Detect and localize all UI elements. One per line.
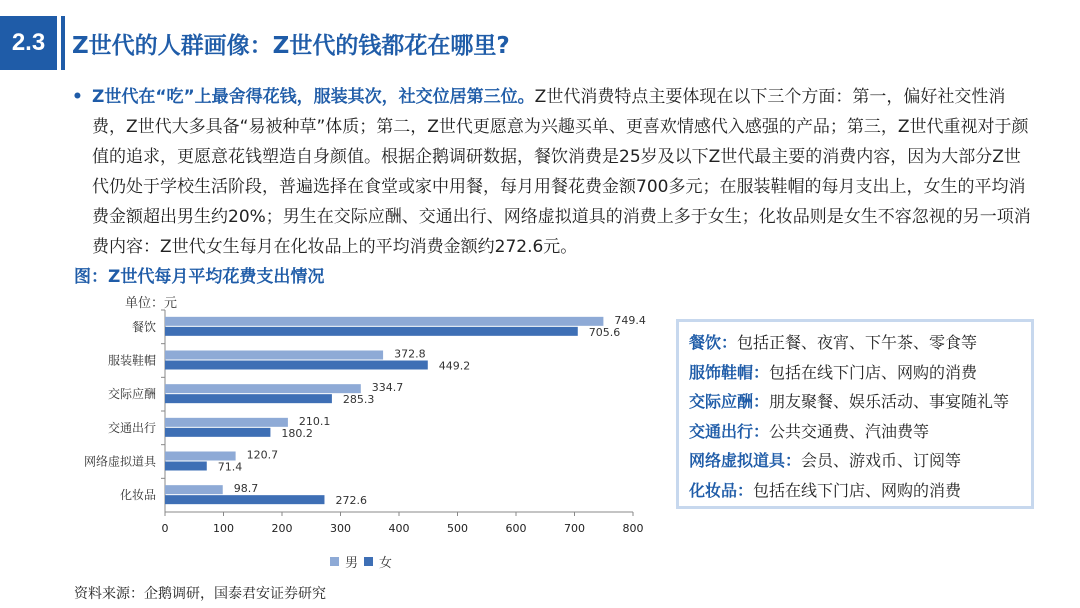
data-label: 180.2 <box>281 426 313 440</box>
bar-male <box>165 418 288 427</box>
data-label: 285.3 <box>342 393 375 407</box>
lead-sentence: Z世代在“吃”上最舍得花钱，服装其次，社交位居第三位。 <box>92 87 535 107</box>
category-notes-box <box>676 319 1034 509</box>
note-row <box>689 328 1031 358</box>
note-row <box>689 476 1031 506</box>
x-tick-label: 500 <box>447 522 468 535</box>
legend-swatch-male <box>330 557 339 566</box>
note-key: 服饰鞋帽： <box>689 362 770 382</box>
chart-legend <box>330 552 392 571</box>
data-label: 120.7 <box>246 448 279 462</box>
data-label: 272.6 <box>335 494 367 508</box>
data-label: 372.8 <box>394 347 426 361</box>
spending-bar-chart <box>60 300 660 545</box>
bar-female <box>165 428 270 437</box>
body-text: Z世代消费特点主要体现在以下三个方面：第一，偏好社交性消费，Z世代大多具备“易被种草”体质；第二，Z世代更愿意为兴趣买单、更喜欢情感代入感强的产品；第三，Z世代重视对于颜值的追求，更愿意花钱塑造自身颜值。根据企鹅调研数据，餐饮消费是25岁及以下Z世代最主要的消费内容，因为大部分Z世代仍处于学校生活阶段，普遍选择在食堂或家中用餐，每月用餐花费金额700多元；在服装鞋帽的每月支出上，女生的平均消费金额超出男生约20%；男生在交际应酬、交通出行、网络虚拟道具的消费上多于女生；化妆品则是女生不容忽视的另一项消费内容：Z世代女生每月在化妆品上的平均消费金额约272.6元。 <box>92 87 1031 257</box>
category-label: 餐饮 <box>131 319 156 334</box>
note-value: 公共交通费、汽油费等 <box>769 421 930 441</box>
x-tick-label: 800 <box>622 522 644 535</box>
bar-male <box>165 485 223 494</box>
data-label: 71.4 <box>217 460 243 474</box>
category-label: 交通出行 <box>107 420 156 435</box>
bar-male <box>165 351 383 360</box>
note-row <box>689 358 1031 388</box>
source-note: 资料来源：企鹅调研，国泰君安证券研究 <box>74 586 326 602</box>
data-label: 334.7 <box>371 381 404 395</box>
category-label: 化妆品 <box>119 488 156 503</box>
bar-female <box>165 361 428 370</box>
bar-female <box>165 327 578 336</box>
category-label: 服装鞋帽 <box>107 353 156 368</box>
bar-female <box>165 495 324 504</box>
legend-label-female: 女 <box>379 556 393 571</box>
section-number-badge: 2.3 <box>0 16 57 70</box>
note-value: 包括在线下门店、网购的消费 <box>753 480 962 500</box>
data-label: 98.7 <box>233 482 259 496</box>
bar-female <box>165 394 332 403</box>
bullet-icon: • <box>72 87 83 107</box>
x-tick-label: 0 <box>161 522 169 535</box>
data-label: 449.2 <box>438 359 471 373</box>
note-value: 朋友聚餐、娱乐活动、事宴随礼等 <box>769 392 1010 411</box>
figure-title: 图：Z世代每月平均花费支出情况 <box>74 267 325 287</box>
body-paragraph <box>92 82 1037 262</box>
bar-female <box>165 462 207 471</box>
x-tick-label: 700 <box>564 522 585 535</box>
note-key: 交际应酬： <box>689 392 770 411</box>
x-tick-label: 100 <box>213 522 234 535</box>
chart-unit-label: 单位：元 <box>125 296 178 311</box>
bar-male <box>165 317 603 326</box>
category-label: 交际应酬 <box>107 387 156 402</box>
legend-swatch-female <box>364 557 373 566</box>
x-tick-label: 300 <box>330 522 351 535</box>
note-key: 交通出行： <box>689 421 770 441</box>
note-key: 化妆品： <box>689 480 754 500</box>
data-label: 705.6 <box>588 325 621 339</box>
page-title: Z世代的人群画像：Z世代的钱都花在哪里? <box>72 33 510 59</box>
header-divider <box>61 16 65 70</box>
data-label: 749.4 <box>614 313 646 327</box>
bar-male <box>165 384 361 393</box>
note-row <box>689 417 1031 447</box>
note-row <box>689 387 1031 417</box>
note-row <box>689 446 1031 476</box>
x-tick-label: 400 <box>388 522 410 535</box>
x-tick-label: 600 <box>505 522 527 535</box>
note-key: 餐饮： <box>689 333 738 352</box>
data-label: 210.1 <box>298 414 331 428</box>
note-key: 网络虚拟道具： <box>689 451 802 470</box>
legend-label-male: 男 <box>345 556 359 571</box>
note-value: 会员、游戏币、订阅等 <box>801 451 962 470</box>
note-value: 包括在线下门店、网购的消费 <box>769 362 978 382</box>
category-label: 网络虚拟道具 <box>83 454 156 469</box>
note-value: 包括正餐、夜宵、下午茶、零食等 <box>737 333 978 352</box>
bar-male <box>165 452 236 461</box>
x-tick-label: 200 <box>271 522 293 535</box>
